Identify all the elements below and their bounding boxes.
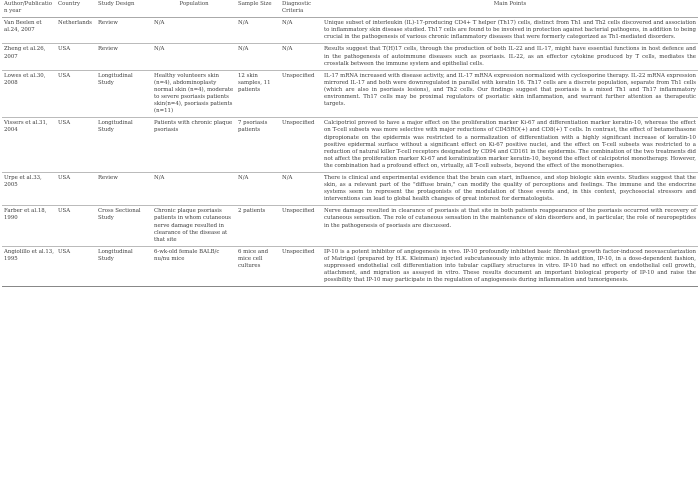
cell-design: Review	[96, 18, 152, 44]
cell-sample: N/A	[236, 44, 280, 70]
cell-diagnostic: N/A	[280, 18, 322, 44]
cell-main-points: IL-17 mRNA increased with disease activity, and IL-17 mRNA expression normalized with cyclosporine therapy. IL-22 mRNA expression mirrored IL-17 and both were downregulated in parallel with keratin 16. Th17 cells are a discrete population, separate from Th1 cells (which are also in psoriasis lesions), and Th2 cells. Our findings suggest that psoriasis is a mixed Th1 and Th17 inflammatory environment. Th17 cells may be proximal regulators of psoriatic skin inflammation, and warrant further attention as therapeutic targets.	[322, 70, 698, 118]
cell-country: USA	[56, 206, 96, 246]
cell-population: Chronic plaque psoriasis patients in whom cutaneous nerve damage resulted in clearance of the disease at that site	[152, 206, 236, 246]
cell-author: Lowes et al.30, 2008	[2, 70, 56, 118]
header-sample: Sample Size	[236, 0, 280, 18]
table-row	[2, 118, 698, 173]
cell-author: Van Beelen et al.24, 2007	[2, 18, 56, 44]
cell-diagnostic: N/A	[280, 172, 322, 205]
cell-diagnostic: Unspecified	[280, 118, 322, 173]
cell-diagnostic: Unspecified	[280, 206, 322, 246]
cell-population: N/A	[152, 18, 236, 44]
cell-diagnostic: N/A	[280, 44, 322, 70]
cell-main-points: There is clinical and experimental evidence that the brain can start, influence, and stop biologic skin events. Studies suggest that the skin, as a relevant part of the "diffuse brain," can modify the quality of perceptions and feelings. The immune and the endocrine systems seem to represent the protagonists of the modulation of those events and, in this context, psychosocial stressors and interventions can lead to global health changes of great interest for dermatologists.	[322, 172, 698, 205]
cell-country: USA	[56, 44, 96, 70]
cell-design: Review	[96, 172, 152, 205]
cell-main-points: Results suggest that T(H)17 cells, through the production of both IL-22 and IL-17, might have essential functions in host defence and in the pathogenesis of autoimmune diseases such as psoriasis. IL-22, as an effector cytokine produced by T cells, mediates the crosstalk between the immune system and epithelial cells.	[322, 44, 698, 70]
header-diagnostic: Diagnostic Criteria	[280, 0, 322, 18]
header-author: Author/Publication year	[2, 0, 56, 18]
cell-sample: N/A	[236, 172, 280, 205]
cell-sample: 7 psoriasis patients	[236, 118, 280, 173]
table-row	[2, 44, 698, 70]
cell-author: Urpe et al.33, 2005	[2, 172, 56, 205]
table-row	[2, 172, 698, 205]
table-row	[2, 70, 698, 118]
header-main-points: Main Points	[322, 0, 698, 18]
cell-sample: 6 mice and mice cell cultures	[236, 246, 280, 286]
header-population: Population	[152, 0, 236, 18]
cell-country: USA	[56, 246, 96, 286]
cell-author: Angiolillo et al.13, 1995	[2, 246, 56, 286]
cell-main-points: Unique subset of interleukin (IL)-17-producing CD4+ T helper (Th17) cells, distinct from Th1 and Th2 cells discovered and association to inflammatory skin disease studied. Th17 cells are found to be involved in protection against bacterial pathogens, in addition to being crucial in the pathogenesis of various chronic inflammatory diseases that were formerly categorized as Th1-mediated disorders.	[322, 18, 698, 44]
cell-population: 6-wk-old female BALB/c nu/nu mice	[152, 246, 236, 286]
cell-sample: 2 patients	[236, 206, 280, 246]
cell-main-points: IP-10 is a potent inhibitor of angiogenesis in vivo. IP-10 profoundly inhibited basic fibroblast growth factor-induced neovascularization of Matrigel (prepared by H.K. Kleinman) injected subcutaneously into athymic mice. In addition, IP-10, in a dose-dependent fashion, suppressed endothelial cell differentiation into tubular capillary structures in vitro. IP-10 had no effect on endothelial cell growth, attachment, and migration as assayed in vitro. These results document an important biological property of IP-10 and raise the possibility that IP-10 may participate in the regulation of angiogenesis during inflammation and tumorigenesis.	[322, 246, 698, 286]
cell-design: Cross Sectional Study	[96, 206, 152, 246]
header-design: Study Design	[96, 0, 152, 18]
table-row	[2, 18, 698, 44]
cell-diagnostic: Unspecified	[280, 70, 322, 118]
cell-country: USA	[56, 118, 96, 173]
cell-population: Healthy volunteers skin (n=4), abdominoplasty normal skin (n=4), moderate to severe psoriasis patients skin(n=4), psoriasis patients (n=11)	[152, 70, 236, 118]
cell-population: N/A	[152, 44, 236, 70]
cell-country: USA	[56, 70, 96, 118]
header-row	[2, 0, 698, 18]
cell-design: Review	[96, 44, 152, 70]
cell-diagnostic: Unspecified	[280, 246, 322, 286]
cell-author: Zheng et al.26, 2007	[2, 44, 56, 70]
cell-main-points: Nerve damage resulted in clearance of psoriasis at that site in both patients reappearance of the psoriasis occurred with recovery of cutaneous sensation. The role of cutaneous sensation in the maintenance of skin disorders and, in particular, the role of neuropeptides in the pathogenesis of psoriasis are discussed.	[322, 206, 698, 246]
cell-main-points: Calcipotriol proved to have a major effect on the proliferation marker Ki-67 and differentiation marker keratin-10, whereas the effect on T-cell subsets was more selective with major reductions of CD45RO(+) and CD8(+) T cells. In contrast, the effect of betamethasone dipropionate on the epidermis was restricted to a normalization of differentiation with a highly significant increase of keratin-10 positive epidermal surface without a significant effect on Ki-67 positive nuclei, and the effect on T-cell subsets was restricted to a reduction of natural killer T-cell receptors designated by CD94 and CD161 in the epidermis. The combination of the two treatments did not affect the proliferation marker Ki-67 and keratinization marker keratin-10, beyond the effect of calcipotriol monotherapy. However, the combination had a profound effect on, virtually, all T-cell subsets, beyond the effect of the monotherapies.	[322, 118, 698, 173]
studies-table	[2, 0, 698, 287]
table-row	[2, 206, 698, 246]
table-row	[2, 246, 698, 286]
cell-author: Vissers et al.31, 2004	[2, 118, 56, 173]
header-country: Country	[56, 0, 96, 18]
cell-population: Patients with chronic plaque psoriasis	[152, 118, 236, 173]
cell-design: Longitudinal Study	[96, 246, 152, 286]
cell-author: Farber et al.18, 1990	[2, 206, 56, 246]
cell-design: Longitudinal Study	[96, 70, 152, 118]
cell-country: USA	[56, 172, 96, 205]
cell-country: Netherlands	[56, 18, 96, 44]
cell-sample: 12 skin samples, 11 patients	[236, 70, 280, 118]
cell-population: N/A	[152, 172, 236, 205]
cell-sample: N/A	[236, 18, 280, 44]
cell-design: Longitudinal Study	[96, 118, 152, 173]
